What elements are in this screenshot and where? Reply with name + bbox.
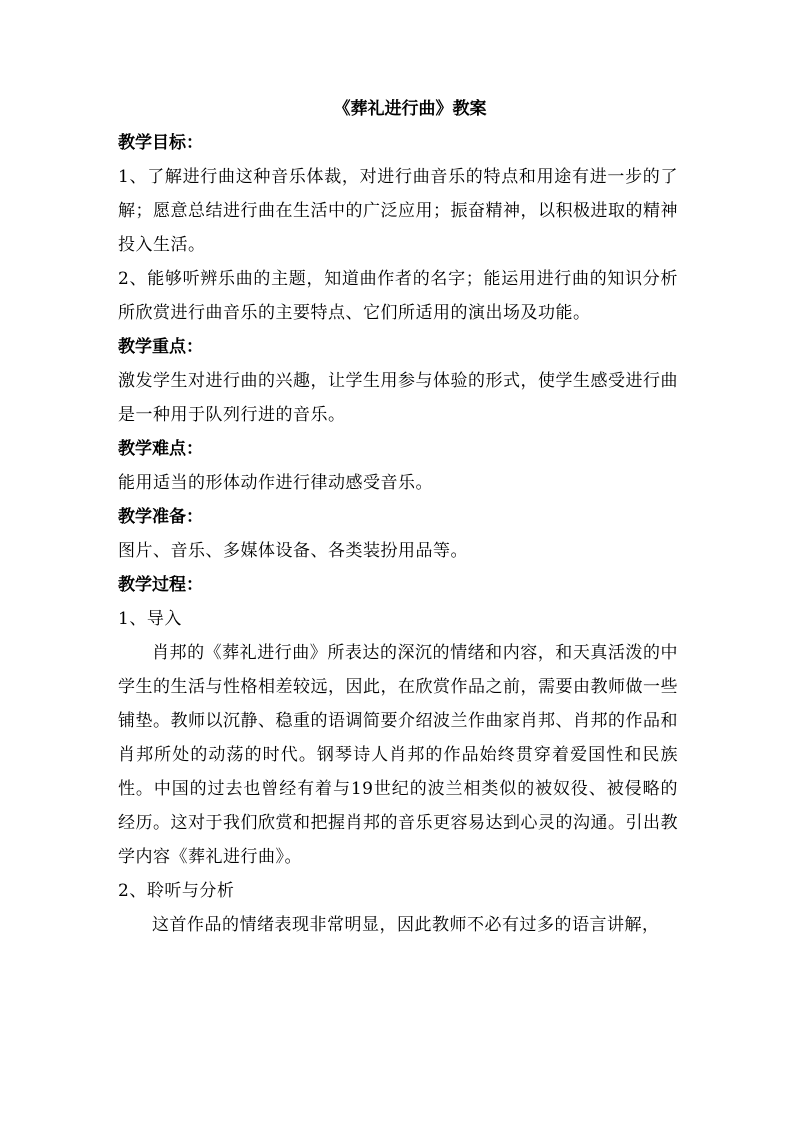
heading-key-points: 教学重点： [118, 337, 203, 357]
key-points-text: 激发学生对进行曲的兴趣，让学生用参与体验的形式，使学生感受进行曲是一种用于队列行进的音乐。 [118, 371, 678, 425]
objective-2: 2、能够听辨乐曲的主题，知道曲作者的名字；能运用进行曲的知识分析所欣赏进行曲音乐的主要特点、它们所适用的演出场及功能。 [118, 269, 678, 323]
process-step-2-text: 这首作品的情绪表现非常明显，因此教师不必有过多的语言讲解， [152, 915, 660, 935]
process-step-2-label: 2、聆听与分析 [118, 881, 235, 901]
preparation-text: 图片、音乐、多媒体设备、各类装扮用品等。 [118, 541, 468, 561]
objective-1: 1、了解进行曲这种音乐体裁，对进行曲音乐的特点和用途有进一步的了解；愿意总结进行曲在生活中的广泛应用；振奋精神，以积极进取的精神投入生活。 [118, 167, 678, 255]
document-body [118, 92, 678, 942]
heading-preparation: 教学准备： [118, 507, 203, 527]
difficulties-text: 能用适当的形体动作进行律动感受音乐。 [118, 473, 433, 493]
process-step-1-text: 肖邦的《葬礼进行曲》所表达的深沉的情绪和内容，和天真活泼的中学生的生活与性格相差较远，因此，在欣赏作品之前，需要由教师做一些铺垫。教师以沉静、稳重的语调简要介绍波兰作曲家肖邦、肖邦的作品和肖邦所处的动荡的时代。钢琴诗人肖邦的作品始终贯穿着爱国性和民族性。中国的过去也曾经有着与19世纪的波兰相类似的被奴役、被侵略的经历。这对于我们欣赏和把握肖邦的音乐更容易达到心灵的沟通。引出教学内容《葬礼进行曲》。 [118, 643, 678, 867]
heading-difficulties: 教学难点： [118, 439, 203, 459]
heading-teaching-objectives: 教学目标： [118, 133, 203, 153]
document-title: 《葬礼进行曲》教案 [333, 99, 487, 119]
heading-teaching-process: 教学过程： [118, 575, 203, 595]
process-step-1-label: 1、导入 [118, 609, 182, 629]
